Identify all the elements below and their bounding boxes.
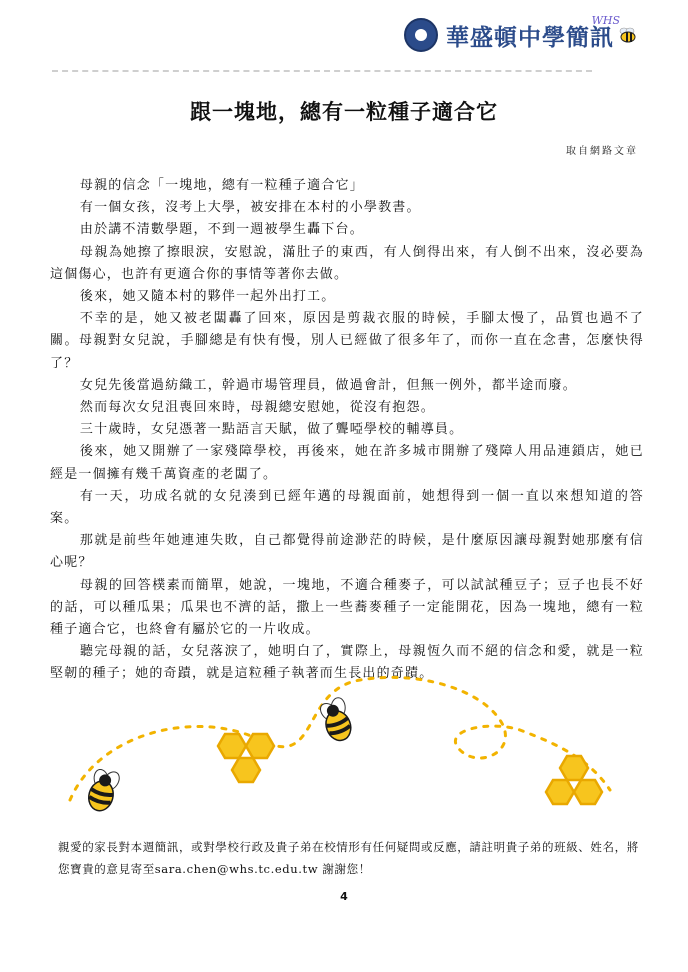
article-paragraph: 然而每次女兒沮喪回來時，母親總安慰她，從沒有抱怨。 [79, 400, 435, 416]
article-paragraph: 不幸的是，她又被老闆轟了回來，原因是剪裁衣服的時候，手腳太慢了，品質也過不了關。母親對女兒說，手腳總是有快有慢，別人已經做了很多年了，而你一直在念書，怎麼快得了？ [50, 311, 644, 371]
honeycomb-icon [218, 734, 274, 782]
school-seal-icon [404, 18, 438, 52]
bee-icon [83, 764, 124, 814]
article-paragraph: 後來，她又開辦了一家殘障學校，再後來，她在許多城市開辦了殘障人用品連鎖店，她已經是一個擁有幾千萬資產的老闆了。 [50, 444, 644, 482]
newsletter-logo [404, 18, 638, 52]
article-body [50, 175, 644, 686]
bee-icon [618, 26, 638, 44]
newsletter-header [0, 0, 688, 80]
article-paragraph: 母親的信念「一塊地，總有一粒種子適合它」 [79, 178, 364, 193]
article-paragraph: 有一個女孩，沒考上大學，被安排在本村的小學教書。 [79, 200, 421, 216]
article-paragraph: 由於講不清數學題，不到一週被學生轟下台。 [79, 222, 364, 238]
article-paragraph: 三十歲時，女兒憑著一點語言天賦，做了聾啞學校的輔導員。 [79, 422, 464, 438]
footer-note: 親愛的家長對本週簡訊，或對學校行政及貴子弟在校情形有任何疑問或反應，請註明貴子弟的班級、姓名，將您寶貴的意見寄至sara.chen@whs.tc.edu.tw 謝謝您！ [58, 840, 639, 876]
article-paragraph: 女兒先後當過紡織工，幹過市場管理員，做過會計，但無一例外，都半途而廢。 [79, 377, 577, 393]
page-number: 4 [340, 890, 348, 903]
bee-decoration [0, 650, 688, 830]
article-source: 取自網路文章 [566, 146, 638, 157]
honeycomb-icon [546, 756, 602, 804]
bee-icon [315, 693, 359, 745]
article-title: 跟一塊地，總有一粒種子適合它 [190, 99, 498, 124]
article-paragraph: 後來，她又隨本村的夥伴一起外出打工。 [79, 289, 336, 305]
article-paragraph: 那就是前些年她連連失敗，自己都覺得前途渺茫的時候，是什麼原因讓母親對她那麼有信心呢？ [50, 533, 644, 571]
article-paragraph: 有一天，功成名就的女兒湊到已經年邁的母親面前，她想得到一個一直以來想知道的答案。 [50, 488, 644, 527]
newsletter-brand: 華盛頓中學簡訊 [446, 24, 614, 51]
brand-mark: WHS [591, 14, 620, 27]
article-paragraph: 母親的回答樸素而簡單，她說，一塊地，不適合種麥子，可以試試種豆子；豆子也長不好的話，可以種瓜果；瓜果也不濟的話，撒上一些蕎麥種子一定能開花，因為一塊地，總有一粒種子適合它，也終會有屬於它的一片收成。 [50, 577, 644, 638]
article-paragraph: 聽完母親的話，女兒落淚了，她明白了，實際上，母親恆久而不絕的信念和愛，就是一粒堅韌的種子；她的奇蹟，就是這粒種子執著而生長出的奇蹟。 [50, 644, 644, 682]
article-paragraph: 母親為她擦了擦眼淚，安慰說，滿肚子的東西，有人倒得出來，有人倒不出來，沒必要為這個傷心，也許有更適合你的事情等著你去做。 [50, 244, 644, 282]
header-divider [52, 70, 592, 72]
